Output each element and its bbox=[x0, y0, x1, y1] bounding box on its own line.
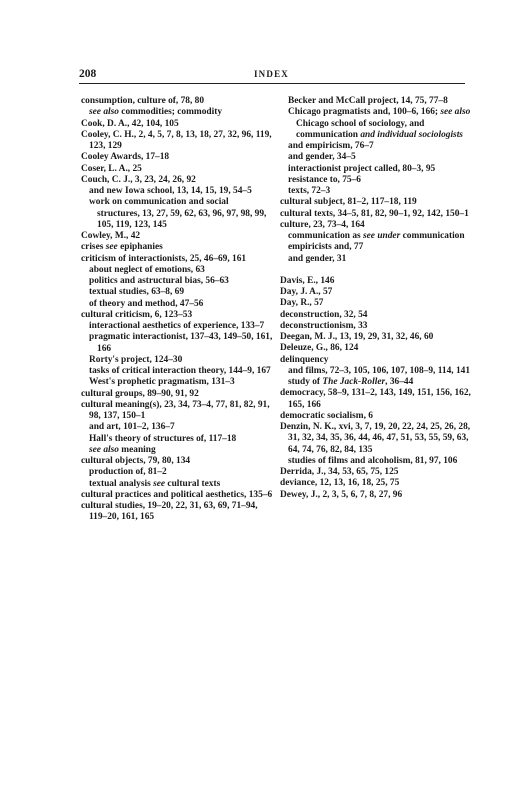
index-subentry: Chicago pragmatists and, 100–6, 166; see also Chicago school of sociology, and communication and individual sociologists bbox=[288, 107, 471, 140]
index-column-right bbox=[280, 96, 472, 501]
index-entry: crises see epiphanies bbox=[81, 242, 163, 253]
cross-reference: see also bbox=[440, 107, 471, 118]
index-subentry: of theory and method, 47–56 bbox=[89, 298, 204, 309]
index-subentry: empiricists and, 77 bbox=[288, 242, 364, 253]
index-entry: cultural groups, 89–90, 91, 92 bbox=[81, 388, 199, 399]
cross-reference: see bbox=[105, 242, 118, 253]
index-subentry: and art, 101–2, 136–7 bbox=[89, 422, 175, 433]
index-entry: Couch, C. J., 3, 23, 24, 26, 92 bbox=[81, 174, 196, 185]
index-entry: Cook, D. A., 42, 104, 105 bbox=[81, 118, 179, 129]
index-entry: cultural meaning(s), 23, 34, 73–4, 77, 81, 82, 91, 98, 137, 150–1 bbox=[81, 399, 270, 421]
index-column-left bbox=[81, 96, 273, 524]
index-entry: democratic socialism, 6 bbox=[280, 410, 373, 421]
index-entry: delinquency bbox=[280, 354, 329, 365]
index-entry: cultural practices and political aesthetics, 135–6 bbox=[81, 489, 273, 500]
index-entry: Coser, L. A., 25 bbox=[81, 163, 142, 174]
index-subentry: work on communication and social structures, 13, 27, 59, 62, 63, 96, 97, 98, 99, 105, 119, 123, 145 bbox=[89, 197, 267, 230]
index-entry: deviance, 12, 13, 16, 18, 25, 75 bbox=[280, 478, 400, 489]
index-subentry: textual analysis see cultural texts bbox=[89, 478, 221, 489]
index-entry: Cooley Awards, 17–18 bbox=[81, 152, 170, 163]
index-entry: Derrida, J., 34, 53, 65, 75, 125 bbox=[280, 467, 399, 477]
header-rule bbox=[79, 83, 465, 84]
index-entry: Davis, E., 146 bbox=[280, 275, 335, 286]
index-entry: democracy, 58–9, 131–2, 143, 149, 151, 156, 162, 165, 166 bbox=[280, 388, 471, 410]
index-entry: Cowley, M., 42 bbox=[81, 231, 141, 241]
index-entry: Day, J. A., 57 bbox=[280, 287, 333, 297]
index-entry: Denzin, N. K., xvi, 3, 7, 19, 20, 22, 24, 25, 26, 28, 31, 32, 34, 35, 36, 44, 46, 47, 51, 53, 55, 59, 63, 64, 74, 76, 82, 84, 135 bbox=[280, 422, 471, 455]
index-entry: deconstruction, 32, 54 bbox=[280, 309, 368, 320]
index-entry: deconstructionism, 33 bbox=[280, 320, 368, 331]
index-subentry: study of The Jack-Roller, 36–44 bbox=[288, 377, 414, 387]
index-entry: cultural objects, 79, 80, 134 bbox=[81, 456, 191, 466]
index-entry: criticism of interactionists, 25, 46–69, 161 bbox=[81, 253, 247, 264]
index-subentry: and films, 72–3, 105, 106, 107, 108–9, 114, 141 bbox=[288, 365, 471, 376]
index-subentry: production of, 81–2 bbox=[89, 467, 167, 478]
cross-reference: see bbox=[153, 478, 166, 489]
index-entry: cultural texts, 34–5, 81, 82, 90–1, 92, 142, 150–1 bbox=[280, 208, 469, 219]
index-entry: cultural criticism, 6, 123–53 bbox=[81, 309, 193, 320]
index-entry: consumption, culture of, 78, 80 bbox=[81, 96, 205, 106]
page-number: 208 bbox=[79, 68, 97, 80]
index-entry: Day, R., 57 bbox=[280, 298, 324, 309]
index-entry: cultural studies, 19–20, 22, 31, 63, 69, 71–94, 119–20, 161, 165 bbox=[81, 501, 258, 523]
index-subentry: texts, 72–3 bbox=[288, 186, 331, 196]
index-subentry: West's prophetic pragmatism, 131–3 bbox=[89, 377, 235, 388]
index-subentry: politics and astructural bias, 56–63 bbox=[89, 276, 229, 286]
index-subentry: and gender, 34–5 bbox=[288, 152, 356, 163]
letter-group-gap bbox=[280, 265, 472, 276]
index-subentry: and new Iowa school, 13, 14, 15, 19, 54–5 bbox=[89, 186, 252, 196]
index-entry: Deleuze, G., 86, 124 bbox=[280, 343, 359, 354]
index-subentry: communication as see under communication bbox=[288, 231, 465, 241]
cross-reference: see under bbox=[363, 231, 401, 241]
running-head: INDEX bbox=[253, 69, 289, 79]
index-entry: cultural subject, 81–2, 117–18, 119 bbox=[280, 197, 417, 208]
index-subentry: Hall's theory of structures of, 117–18 bbox=[89, 433, 237, 444]
index-subentry: resistance to, 75–6 bbox=[288, 174, 361, 185]
index-subentry: interactionist project called, 80–3, 95 bbox=[288, 163, 436, 174]
index-subentry: about neglect of emotions, 63 bbox=[89, 264, 205, 275]
cross-reference: see also bbox=[89, 107, 119, 118]
index-subentry: tasks of critical interaction theory, 144–9, 167 bbox=[89, 366, 271, 376]
index-subentry: and empiricism, 76–7 bbox=[288, 141, 374, 151]
book-title: The Jack-Roller bbox=[322, 377, 386, 387]
cross-reference: see also bbox=[89, 444, 119, 455]
index-subentry: textual studies, 63–8, 69 bbox=[89, 287, 185, 298]
index-subentry: interactional aesthetics of experience, 133–7 bbox=[89, 321, 265, 331]
index-subentry: see also meaning bbox=[89, 444, 156, 455]
index-subentry: Becker and McCall project, 14, 75, 77–8 bbox=[288, 96, 448, 106]
index-subentry: Rorty's project, 124–30 bbox=[89, 354, 183, 365]
index-entry: Dewey, J., 2, 3, 5, 6, 7, 8, 27, 96 bbox=[280, 489, 403, 500]
index-subentry: see also commodities; commodity bbox=[89, 107, 223, 118]
page-header bbox=[79, 68, 464, 82]
index-subentry: and gender, 31 bbox=[288, 253, 347, 264]
index-subentry: studies of films and alcoholism, 81, 97, 106 bbox=[288, 455, 458, 466]
index-entry: culture, 23, 73–4, 164 bbox=[280, 219, 365, 230]
index-entry: Cooley, C. H., 2, 4, 5, 7, 8, 13, 18, 27, 32, 96, 119, 123, 129 bbox=[81, 129, 272, 151]
index-subentry: pragmatic interactionist, 137–43, 149–50, 161, 166 bbox=[89, 332, 273, 354]
index-entry: Deegan, M. J., 13, 19, 29, 31, 32, 46, 60 bbox=[280, 332, 434, 342]
